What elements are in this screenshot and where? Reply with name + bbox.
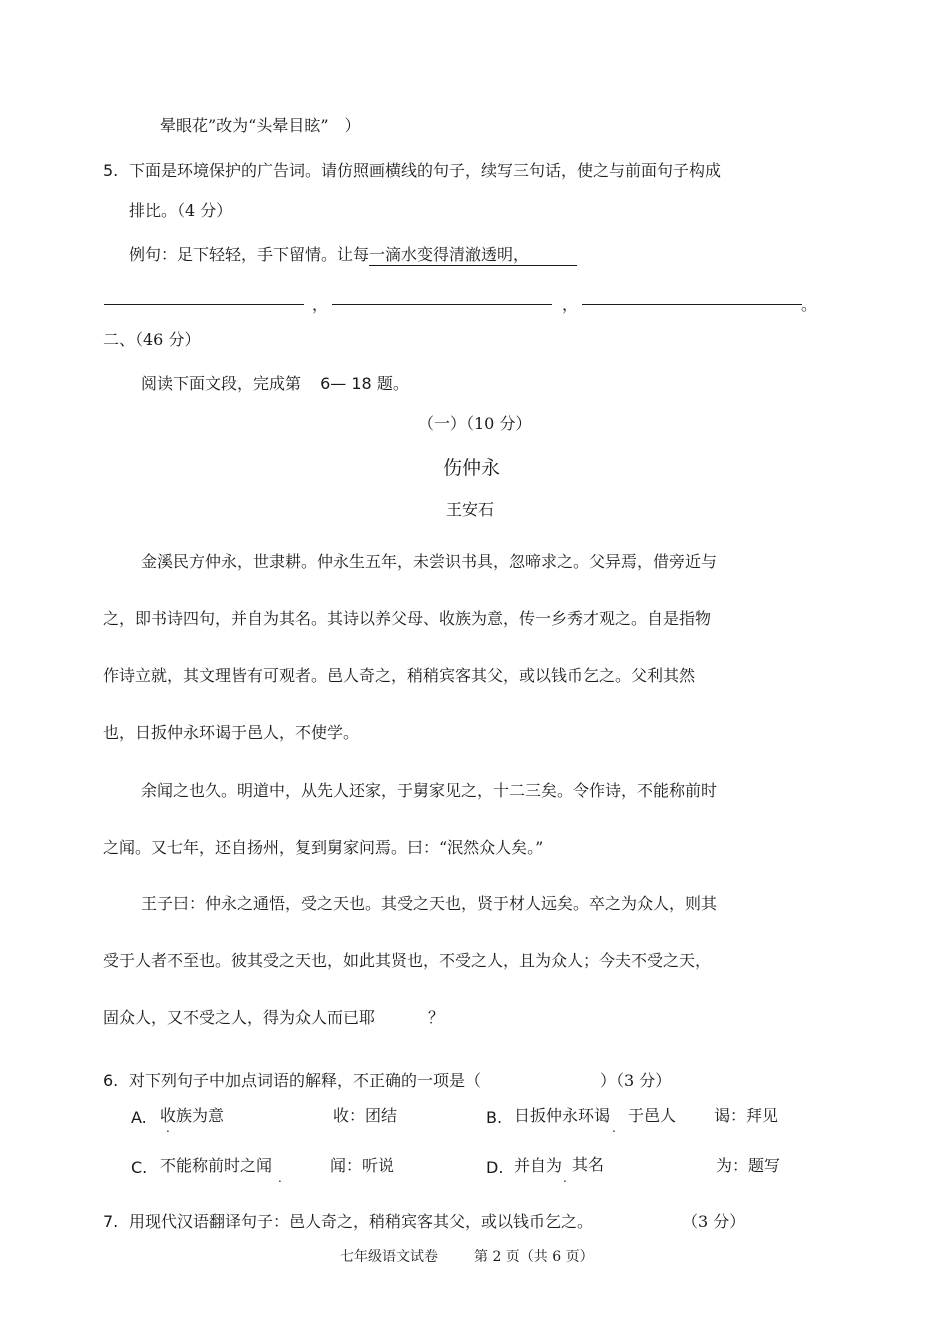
instruction-suffix: 题。	[376, 374, 409, 393]
q6-text-end: ）（3 分）	[600, 1071, 672, 1090]
passage-line: 受于人者不至也。彼其受之天也，如此其贤也，不受之人，且为众人；今夫不受之天，	[103, 951, 712, 970]
q7-score: （3 分）	[682, 1212, 746, 1231]
q4-tail-text: 晕眼花”改为“头晕目眩” ）	[160, 116, 361, 135]
q5-number: 5.	[103, 161, 119, 180]
passage-line: 金溪民方仲永，世隶耕。仲永生五年，未尝识书具，忽啼求之。父异焉，借旁近与	[141, 552, 718, 571]
q5-example-underlined: 一滴水变得清澈透明，	[369, 245, 577, 266]
passage-line: 之，即书诗四句，并自为其名。其诗以养父母、收族为意，传一乡秀才观之。自是指物	[103, 609, 712, 628]
footer-page-number: 第 2 页（共 6 页）	[474, 1249, 594, 1265]
passage-line: 王子曰：仲永之通悟，受之天也。其受之天也，贤于材人远矣。卒之为众人，则其	[141, 894, 718, 913]
passage-line: 固众人，又不受之人，得为众人而已耶	[103, 1008, 376, 1027]
section2-instruction	[141, 374, 409, 394]
q5-end-mark: 。	[801, 295, 818, 314]
emphasis-dot-icon: .	[612, 1121, 616, 1135]
q5-example-prefix: 例句：足下轻轻，手下留情。让每	[129, 245, 370, 264]
emphasis-dot-icon: .	[166, 1121, 170, 1135]
section2-heading: 二、（46 分）	[103, 330, 201, 349]
q7-number: 7.	[103, 1212, 119, 1231]
q6-option-d-label[interactable]: D.	[486, 1158, 504, 1177]
passage-line: 之闻。又七年，还自扬州，复到舅家问焉。曰：“泯然众人矣。”	[103, 838, 544, 857]
q6-number: 6.	[103, 1071, 119, 1090]
q6-option-b-label[interactable]: B.	[486, 1108, 503, 1127]
instruction-range: 6— 18	[320, 374, 372, 393]
option-a-rest: 族为意	[176, 1106, 225, 1125]
q6-option-c-label[interactable]: C.	[131, 1158, 148, 1177]
instruction-prefix: 阅读下面文段，完成第	[141, 374, 302, 393]
q6-text: 对下列句子中加点词语的解释，不正确的一项是（	[129, 1071, 482, 1090]
q5-text-line2: 排比。（4 分）	[129, 201, 233, 220]
q5-example	[129, 245, 577, 266]
footer-exam-name: 七年级语文试卷	[340, 1249, 438, 1265]
passage-author: 王安石	[446, 500, 495, 519]
q6-option-a-explanation: 收：团结	[333, 1106, 398, 1125]
q7-text: 用现代汉语翻译句子：邑人奇之，稍稍宾客其父，或以钱币乞之。	[129, 1212, 594, 1231]
q6-option-d-explanation: 为：题写	[716, 1156, 781, 1175]
q5-text-line1: 下面是环境保护的广告词。请仿照画横线的句子，续写三句话，使之与前面句子构成	[129, 161, 722, 180]
q6-option-c-text: 不能称前时之闻	[160, 1156, 273, 1175]
emphasis-dot-icon: .	[563, 1171, 567, 1185]
q6-option-d-text: 并自为	[514, 1156, 563, 1175]
q6-option-a-label[interactable]: A.	[131, 1108, 147, 1127]
q5-answer-blank-2[interactable]	[332, 304, 552, 305]
passage-question-mark: ？	[428, 1008, 445, 1027]
q5-separator-2: ，	[562, 295, 579, 314]
emphasis-dot-icon: .	[278, 1171, 282, 1185]
q6-option-c-explanation: 闻：听说	[330, 1156, 395, 1175]
passage-title: 伤仲永	[443, 457, 501, 479]
part-label: （一）（10 分）	[418, 414, 532, 433]
q5-answer-blank-3[interactable]	[582, 304, 802, 305]
passage-line: 也，日扳仲永环谒于邑人，不使学。	[103, 723, 360, 742]
q6-option-b-explanation: 谒：拜见	[714, 1106, 779, 1125]
passage-line: 作诗立就，其文理皆有可观者。邑人奇之，稍稍宾客其父，或以钱币乞之。父利其然	[103, 666, 696, 685]
q6-option-b-rest: 于邑人	[628, 1106, 677, 1125]
q6-option-d-rest: 其名	[572, 1155, 605, 1174]
q6-option-b-text: 日扳仲永环谒	[514, 1106, 611, 1125]
passage-line: 余闻之也久。明道中，从先人还家，于舅家见之，十二三矣。令作诗，不能称前时	[141, 781, 718, 800]
option-a-dotted-word: 收	[160, 1106, 177, 1125]
q5-answer-blank-1[interactable]	[104, 304, 304, 305]
q5-separator-1: ，	[312, 295, 329, 314]
